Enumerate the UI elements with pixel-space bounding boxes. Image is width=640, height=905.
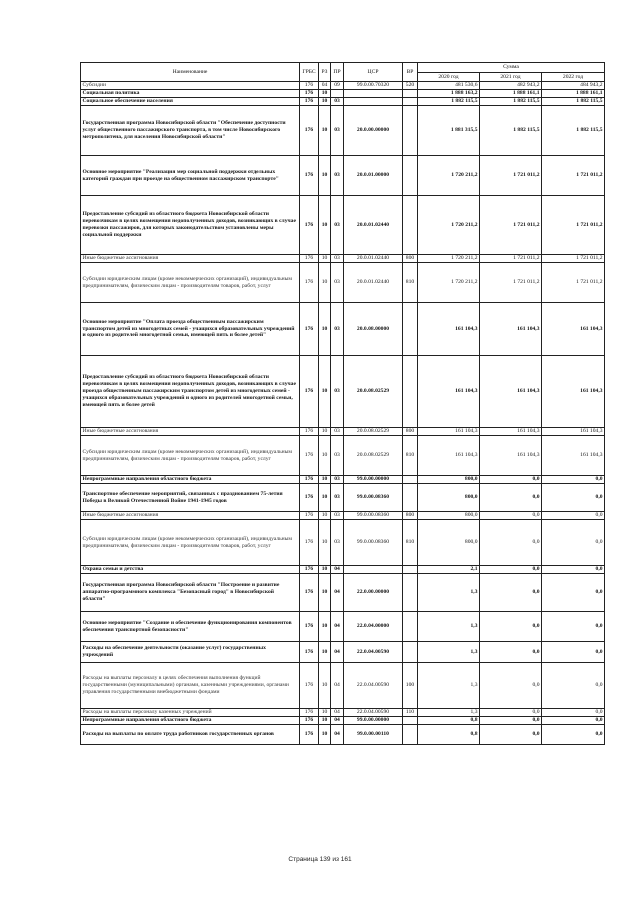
table-row (81, 612, 605, 642)
row-grbs: 176 (300, 263, 319, 303)
row-vr: 520 (403, 82, 418, 90)
table-row (81, 436, 605, 476)
row-sum-2022: 0,0 (542, 574, 605, 612)
row-grbs: 176 (300, 436, 319, 476)
row-pr: 03 (331, 303, 344, 356)
row-sum-2022: 0,0 (542, 512, 605, 520)
row-sum-2021: 0,0 (480, 663, 542, 709)
row-name: Основное мероприятие "Оплата проезда общественным пассажирским транспортом детей из многодетных семей - учащихся образовательных учреждений и одного из родителей многодетной семьи, имеющей пять и более детей" (81, 303, 300, 356)
row-rz: 10 (319, 436, 331, 476)
row-pr: 03 (331, 436, 344, 476)
row-vr: 810 (403, 520, 418, 566)
row-csr: 22.0.04.00000 (344, 612, 403, 642)
row-sum-2021: 0,0 (480, 717, 542, 725)
row-vr: 800 (403, 255, 418, 263)
row-name: Охрана семьи и детства (81, 566, 300, 574)
row-sum-2021: 0,0 (480, 520, 542, 566)
row-sum-2021: 482 943,2 (480, 82, 542, 90)
row-sum-2021: 0,0 (480, 574, 542, 612)
row-sum-2022: 1 721 011,2 (542, 255, 605, 263)
row-sum-2022: 0,0 (542, 520, 605, 566)
row-pr: 04 (331, 717, 344, 725)
row-grbs: 176 (300, 725, 319, 745)
row-pr: 04 (331, 642, 344, 663)
table-row (81, 356, 605, 428)
row-rz: 10 (319, 428, 331, 436)
row-name: Государственная программа Новосибирской области "Построение и развитие аппаратно-программного комплекса "Безопасный город" в Новосибирской области" (81, 574, 300, 612)
row-sum-2020: 800,0 (418, 476, 480, 484)
row-csr: 20.0.01.00000 (344, 156, 403, 196)
row-name: Иные бюджетные ассигнования (81, 512, 300, 520)
row-pr: 04 (331, 612, 344, 642)
row-sum-2020: 1 720 211,2 (418, 263, 480, 303)
header-year-2022: 2022 год (542, 73, 605, 82)
table-row (81, 90, 605, 98)
row-name: Транспортное обеспечение мероприятий, связанных с празднованием 75-летия Победы в Великой Отечественной Войне 1941-1945 годов (81, 484, 300, 512)
header-sum: Сумма (418, 63, 605, 73)
row-name: Субсидии юридическим лицам (кроме некоммерческих организаций), индивидуальным предпринимателям, физическим лицам - производителям товаров, работ, услуг (81, 436, 300, 476)
row-pr (331, 90, 344, 98)
row-sum-2020: 1 882 115,5 (418, 98, 480, 106)
row-sum-2022: 0,0 (542, 484, 605, 512)
row-rz: 10 (319, 642, 331, 663)
row-grbs: 176 (300, 106, 319, 156)
row-rz: 10 (319, 566, 331, 574)
row-pr: 03 (331, 484, 344, 512)
table-row (81, 196, 605, 255)
page-footer: Страница 139 из 161 (288, 856, 352, 863)
row-pr: 03 (331, 428, 344, 436)
row-csr: 99.0.00.00000 (344, 717, 403, 725)
row-csr: 20.0.08.02529 (344, 436, 403, 476)
row-name: Социальное обеспечение населения (81, 98, 300, 106)
row-sum-2022: 0,0 (542, 642, 605, 663)
row-rz: 10 (319, 255, 331, 263)
row-grbs: 176 (300, 98, 319, 106)
header-pr: ПР (331, 63, 344, 82)
row-pr: 03 (331, 356, 344, 428)
row-name: Государственная программа Новосибирской области "Обеспечение доступности услуг общественного пассажирского транспорта, в том числе Новосибирского метрополитена, для населения Новосибирской области" (81, 106, 300, 156)
row-pr: 04 (331, 574, 344, 612)
row-vr: 810 (403, 263, 418, 303)
row-name: Предоставление субсидий из областного бюджета Новосибирской области перевозчикам в целях возмещения недополученных доходов, возникающих в случае перевозки пассажиров, для которых законодательством установлены меры социальной поддержки (81, 196, 300, 255)
row-csr: 22.0.00.00000 (344, 574, 403, 612)
row-rz: 10 (319, 574, 331, 612)
row-csr: 99.0.00.08360 (344, 512, 403, 520)
row-pr: 03 (331, 512, 344, 520)
row-name: Социальная политика (81, 90, 300, 98)
row-sum-2021: 1 721 011,2 (480, 196, 542, 255)
row-sum-2022: 0,0 (542, 663, 605, 709)
row-vr (403, 303, 418, 356)
row-sum-2022: 0,0 (542, 566, 605, 574)
row-sum-2021: 1 882 115,5 (480, 106, 542, 156)
table-row (81, 512, 605, 520)
row-grbs: 176 (300, 82, 319, 90)
row-vr (403, 106, 418, 156)
row-name: Расходы на выплаты по оплате труда работников государственных органов (81, 725, 300, 745)
row-sum-2020: 800,0 (418, 520, 480, 566)
row-sum-2020: 161 104,3 (418, 428, 480, 436)
row-sum-2022: 0,0 (542, 725, 605, 745)
row-pr: 09 (331, 82, 344, 90)
row-grbs: 176 (300, 476, 319, 484)
header-year-2020: 2020 год (418, 73, 480, 82)
row-sum-2022: 0,0 (542, 612, 605, 642)
row-sum-2021: 161 104,3 (480, 356, 542, 428)
row-csr: 22.0.04.00590 (344, 709, 403, 717)
row-sum-2020: 1,3 (418, 709, 480, 717)
row-csr (344, 98, 403, 106)
header-csr: ЦСР (344, 63, 403, 82)
row-csr (344, 566, 403, 574)
row-pr: 03 (331, 520, 344, 566)
row-vr (403, 476, 418, 484)
table-row (81, 428, 605, 436)
row-grbs: 176 (300, 512, 319, 520)
row-pr: 03 (331, 255, 344, 263)
row-vr (403, 642, 418, 663)
row-vr (403, 717, 418, 725)
row-pr: 04 (331, 709, 344, 717)
row-sum-2021: 0,0 (480, 709, 542, 717)
header-year-2021: 2021 год (480, 73, 542, 82)
row-sum-2020: 161 104,3 (418, 356, 480, 428)
row-csr: 99.0.00.70320 (344, 82, 403, 90)
row-sum-2021: 161 104,3 (480, 436, 542, 476)
row-sum-2020: 481 530,6 (418, 82, 480, 90)
row-sum-2022: 1 721 011,2 (542, 156, 605, 196)
row-sum-2022: 1 882 115,5 (542, 106, 605, 156)
table-row (81, 484, 605, 512)
table-row (81, 642, 605, 663)
row-sum-2020: 161 104,3 (418, 303, 480, 356)
row-sum-2020: 800,0 (418, 512, 480, 520)
row-grbs: 176 (300, 428, 319, 436)
row-pr: 03 (331, 263, 344, 303)
header-rz: РЗ (319, 63, 331, 82)
row-pr: 04 (331, 663, 344, 709)
row-name: Непрограммные направления областного бюджета (81, 717, 300, 725)
row-sum-2020: 1 720 211,2 (418, 255, 480, 263)
row-rz: 10 (319, 90, 331, 98)
row-csr: 20.0.08.02529 (344, 428, 403, 436)
row-vr (403, 566, 418, 574)
row-vr (403, 90, 418, 98)
table-row (81, 98, 605, 106)
row-csr: 99.0.00.00000 (344, 476, 403, 484)
row-sum-2022: 1 721 011,2 (542, 196, 605, 255)
row-csr: 99.0.00.00110 (344, 725, 403, 745)
row-name: Субсидии юридическим лицам (кроме некоммерческих организаций), индивидуальным предпринимателям, физическим лицам - производителям товаров, работ, услуг (81, 520, 300, 566)
row-rz: 10 (319, 263, 331, 303)
row-vr: 810 (403, 436, 418, 476)
row-csr: 99.0.00.08360 (344, 520, 403, 566)
row-vr (403, 98, 418, 106)
row-pr: 03 (331, 98, 344, 106)
table-row (81, 725, 605, 745)
row-pr: 04 (331, 566, 344, 574)
row-rz: 10 (319, 196, 331, 255)
header-grbs: ГРБС (300, 63, 319, 82)
row-sum-2020: 1 881 315,5 (418, 106, 480, 156)
row-pr: 04 (331, 725, 344, 745)
row-csr: 20.0.08.02529 (344, 356, 403, 428)
row-grbs: 176 (300, 612, 319, 642)
row-name: Иные бюджетные ассигнования (81, 428, 300, 436)
row-vr (403, 196, 418, 255)
row-sum-2020: 1 720 211,2 (418, 156, 480, 196)
row-rz: 10 (319, 709, 331, 717)
table-row (81, 663, 605, 709)
row-sum-2022: 0,0 (542, 717, 605, 725)
row-sum-2020: 1,3 (418, 612, 480, 642)
row-rz: 10 (319, 156, 331, 196)
row-grbs: 176 (300, 566, 319, 574)
row-sum-2021: 161 104,3 (480, 303, 542, 356)
row-rz: 10 (319, 356, 331, 428)
row-rz: 10 (319, 476, 331, 484)
table-row (81, 82, 605, 90)
row-csr: 20.0.01.02440 (344, 196, 403, 255)
row-sum-2021: 0,0 (480, 476, 542, 484)
row-rz: 10 (319, 98, 331, 106)
row-vr (403, 484, 418, 512)
row-rz: 04 (319, 82, 331, 90)
row-grbs: 176 (300, 484, 319, 512)
row-sum-2020: 0,8 (418, 717, 480, 725)
table-row (81, 156, 605, 196)
table-row (81, 717, 605, 725)
row-csr (344, 90, 403, 98)
row-name: Расходы на выплаты персоналу в целях обеспечения выполнения функций государственными (муниципальными) органами, казенными учреждениями, органами управления государственными внебюджетными фондами (81, 663, 300, 709)
row-vr: 800 (403, 428, 418, 436)
row-vr: 800 (403, 512, 418, 520)
row-grbs: 176 (300, 90, 319, 98)
row-grbs: 176 (300, 717, 319, 725)
row-csr: 20.0.01.02440 (344, 263, 403, 303)
row-sum-2022: 0,0 (542, 709, 605, 717)
table-row (81, 263, 605, 303)
row-sum-2021: 0,0 (480, 512, 542, 520)
row-sum-2021: 161 104,3 (480, 428, 542, 436)
row-name: Предоставление субсидий из областного бюджета Новосибирской области перевозчикам в целях возмещения недополученных доходов, возникающих в случае проезда общественным пассажирским транспортом детей из многодетных семей - учащихся образовательных учреждений и одного из родителей многодетной семьи, имеющей пять и более детей (81, 356, 300, 428)
row-rz: 10 (319, 303, 331, 356)
row-grbs: 176 (300, 520, 319, 566)
row-grbs: 176 (300, 303, 319, 356)
row-pr: 03 (331, 106, 344, 156)
table-row (81, 520, 605, 566)
row-rz: 10 (319, 106, 331, 156)
row-csr: 20.0.08.00000 (344, 303, 403, 356)
row-pr: 03 (331, 476, 344, 484)
row-name: Непрограммные направления областного бюджета (81, 476, 300, 484)
row-grbs: 176 (300, 156, 319, 196)
row-csr: 22.0.04.00590 (344, 663, 403, 709)
row-grbs: 176 (300, 356, 319, 428)
table-row (81, 106, 605, 156)
row-sum-2022: 1 882 115,5 (542, 98, 605, 106)
row-grbs: 176 (300, 574, 319, 612)
row-sum-2021: 1 721 011,2 (480, 263, 542, 303)
row-sum-2021: 1 721 011,2 (480, 255, 542, 263)
row-grbs: 176 (300, 255, 319, 263)
row-sum-2022: 484 943,2 (542, 82, 605, 90)
row-name: Субсидии (81, 82, 300, 90)
row-sum-2022: 161 104,3 (542, 436, 605, 476)
budget-table (80, 62, 605, 745)
row-grbs: 176 (300, 196, 319, 255)
row-sum-2021: 1 882 115,5 (480, 98, 542, 106)
row-grbs: 176 (300, 709, 319, 717)
row-rz: 10 (319, 612, 331, 642)
row-vr (403, 574, 418, 612)
row-rz: 10 (319, 484, 331, 512)
row-sum-2020: 1,3 (418, 663, 480, 709)
row-sum-2021: 0,0 (480, 566, 542, 574)
row-csr: 22.0.04.00590 (344, 642, 403, 663)
row-name: Основное мероприятие "Реализация мер социальной поддержки отдельных категорий граждан при проезде на общественном пассажирском транспорте" (81, 156, 300, 196)
row-sum-2022: 161 104,3 (542, 303, 605, 356)
row-vr: 110 (403, 709, 418, 717)
row-vr (403, 356, 418, 428)
row-rz: 10 (319, 512, 331, 520)
table-row (81, 476, 605, 484)
row-vr (403, 725, 418, 745)
row-sum-2021: 0,0 (480, 484, 542, 512)
row-grbs: 176 (300, 663, 319, 709)
row-sum-2022: 1 721 011,2 (542, 263, 605, 303)
row-sum-2022: 161 104,3 (542, 356, 605, 428)
row-name: Субсидии юридическим лицам (кроме некоммерческих организаций), индивидуальным предпринимателям, физическим лицам - производителям товаров, работ, услуг (81, 263, 300, 303)
table-row (81, 566, 605, 574)
row-sum-2021: 0,0 (480, 725, 542, 745)
row-pr: 03 (331, 196, 344, 255)
row-sum-2021: 1 721 011,2 (480, 156, 542, 196)
row-rz: 10 (319, 663, 331, 709)
row-rz: 10 (319, 717, 331, 725)
row-vr: 100 (403, 663, 418, 709)
row-sum-2020: 1 888 163,2 (418, 90, 480, 98)
row-sum-2020: 1,3 (418, 642, 480, 663)
row-sum-2020: 0,8 (418, 725, 480, 745)
row-sum-2022: 161 104,3 (542, 428, 605, 436)
row-sum-2020: 2,1 (418, 566, 480, 574)
header-vr: ВР (403, 63, 418, 82)
table-body (81, 82, 605, 745)
row-grbs: 176 (300, 642, 319, 663)
row-pr: 03 (331, 156, 344, 196)
row-sum-2020: 800,0 (418, 484, 480, 512)
table-row (81, 303, 605, 356)
row-name: Расходы на выплаты персоналу казенных учреждений (81, 709, 300, 717)
row-sum-2020: 1 720 211,2 (418, 196, 480, 255)
row-sum-2020: 161 104,3 (418, 436, 480, 476)
row-csr: 20.0.01.02440 (344, 255, 403, 263)
row-sum-2022: 0,0 (542, 476, 605, 484)
row-rz: 10 (319, 725, 331, 745)
row-sum-2021: 1 888 161,1 (480, 90, 542, 98)
row-sum-2021: 0,0 (480, 612, 542, 642)
row-vr (403, 156, 418, 196)
header-name: Наименование (81, 63, 300, 82)
table-row (81, 709, 605, 717)
row-sum-2022: 1 888 161,1 (542, 90, 605, 98)
row-name: Иные бюджетные ассигнования (81, 255, 300, 263)
row-sum-2020: 1,3 (418, 574, 480, 612)
table-row (81, 574, 605, 612)
row-vr (403, 612, 418, 642)
row-csr: 99.0.00.08360 (344, 484, 403, 512)
row-csr: 20.0.00.00000 (344, 106, 403, 156)
row-rz: 10 (319, 520, 331, 566)
row-name: Расходы на обеспечение деятельности (оказание услуг) государственных учреждений (81, 642, 300, 663)
table-row (81, 255, 605, 263)
row-name: Основное мероприятие "Создание и обеспечение функционирования компонентов обеспечения транспортной безопасности" (81, 612, 300, 642)
row-sum-2021: 0,0 (480, 642, 542, 663)
